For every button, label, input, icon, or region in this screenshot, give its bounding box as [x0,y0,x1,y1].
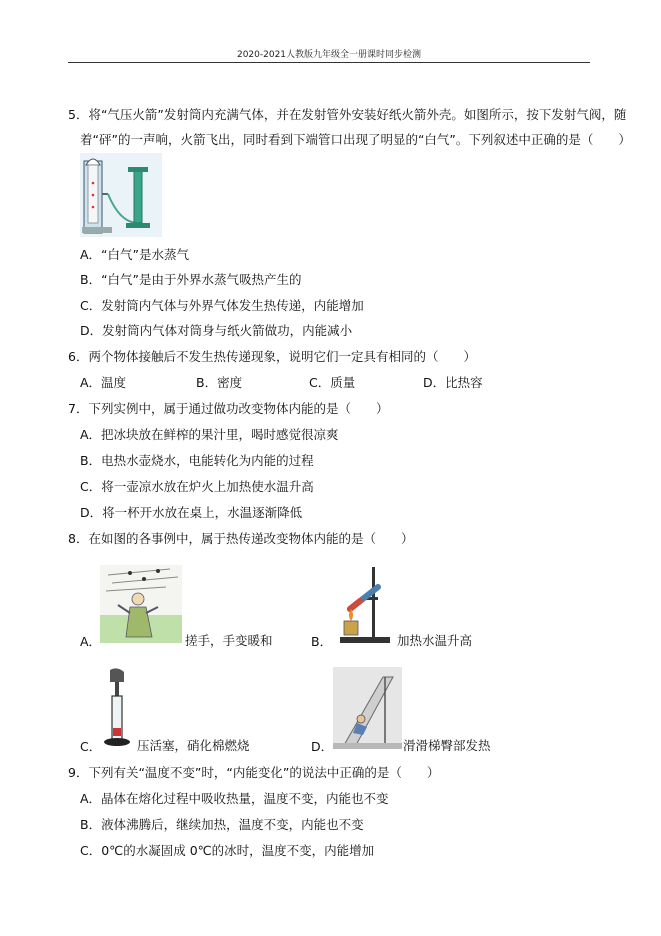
q5-option-d: D．发射筒内气体对筒身与纸火箭做功，内能减小 [80,323,353,338]
q9-stem: 9．下列有关“温度不变”时，“内能变化”的说法中正确的是（ ） [68,765,440,780]
q6-stem: 6．两个物体接触后不发生热传递现象，说明它们一定具有相同的（ ） [68,349,476,364]
slide-figure [333,667,402,749]
q8-option-c-letter: C． [80,739,102,754]
q7-option-a: A．把冰块放在鲜榨的果汁里，喝时感觉很凉爽 [80,427,339,442]
piston-compression-figure [100,668,134,750]
q5-option-b: B．“白气”是由于外界水蒸气吸热产生的 [80,272,302,287]
q6-option-c: C．质量 [309,375,356,390]
q7-stem: 7．下列实例中，属于通过做功改变物体内能的是（ ） [68,401,389,416]
q7-option-c: C．将一壶凉水放在炉火上加热使水温升高 [80,479,314,494]
q6-option-d: D．比热容 [423,375,483,390]
q8-option-d-caption: 滑滑梯臀部发热 [403,738,491,753]
q8-option-b-caption: 加热水温升高 [397,633,473,648]
q6-option-a: A．温度 [80,375,127,390]
q7-option-b: B．电热水壶烧水，电能转化为内能的过程 [80,453,314,468]
q8-option-b-letter: B． [311,634,333,649]
q9-option-b: B．液体沸腾后，继续加热，温度不变，内能也不变 [80,817,364,832]
page-header: 2020-2021人教版九年级全一册课时同步检测 [236,50,422,60]
q6-option-b: B．密度 [196,375,243,390]
heating-test-tube-figure [330,563,396,647]
q8-option-d-letter: D． [311,739,334,754]
rocket-launcher-figure [80,153,162,237]
q8-option-c-caption: 压活塞，硝化棉燃烧 [137,738,250,753]
q8-stem: 8．在如图的各事例中，属于热传递改变物体内能的是（ ） [68,531,414,546]
q5-option-c: C．发射筒内气体与外界气体发生热传递，内能增加 [80,298,364,313]
header-divider [68,62,590,63]
q8-option-a-letter: A． [80,634,102,649]
q5-stem-line-2: 着“砰”的一声响，火箭飞出，同时看到下端管口出现了明显的“白气”。下列叙述中正确的是（ ） [80,132,631,147]
q9-option-c: C．0℃的水凝固成 0℃的冰时，温度不变，内能增加 [80,843,375,858]
q9-option-a: A．晶体在熔化过程中吸收热量，温度不变，内能也不变 [80,791,389,806]
rubbing-hands-figure [100,565,182,643]
q8-option-a-caption: 搓手，手变暖和 [185,633,273,648]
q5-option-a: A．“白气”是水蒸气 [80,247,190,262]
q5-stem-line-1: 5．将“气压火箭”发射筒内充满气体，并在发射管外安装好纸火箭外壳。如图所示，按下发射气阀，随 [68,107,627,122]
q7-option-d: D．将一杯开水放在桌上，水温逐渐降低 [80,505,303,520]
